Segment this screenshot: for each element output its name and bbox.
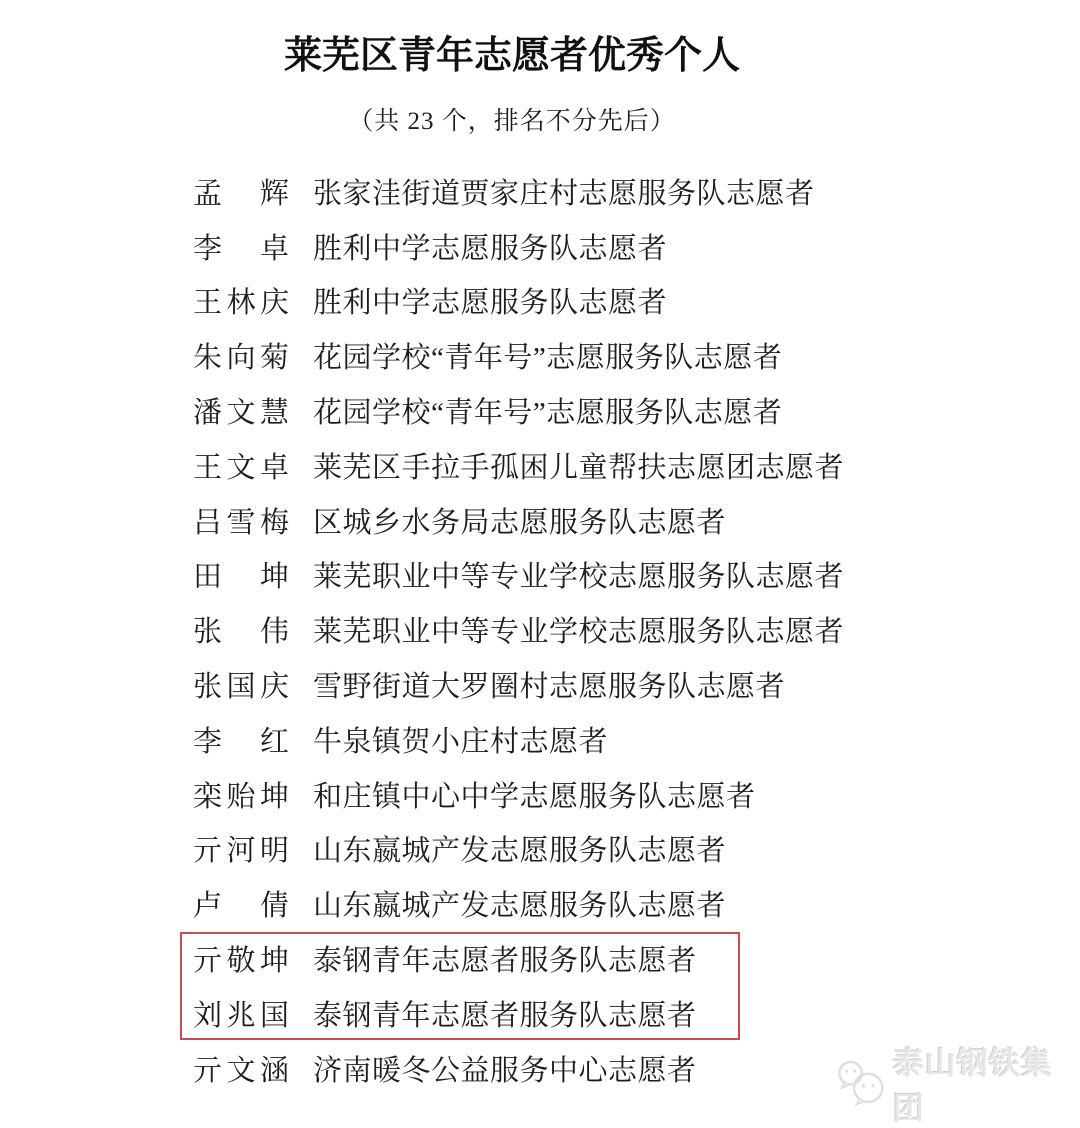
list-item — [193, 767, 893, 822]
list-item — [193, 383, 893, 438]
volunteer-affiliation: 莱芜职业中等专业学校志愿服务队志愿者 — [313, 561, 845, 594]
volunteer-name: 王文卓 — [193, 451, 289, 484]
volunteer-affiliation: 张家洼街道贾家庄村志愿服务队志愿者 — [313, 177, 815, 210]
list-item — [193, 548, 893, 603]
volunteer-name: 刘兆国 — [193, 999, 289, 1032]
list-item — [193, 219, 893, 274]
list-item — [193, 712, 893, 767]
list-item — [193, 1041, 893, 1096]
list-item — [193, 986, 893, 1041]
volunteer-affiliation: 花园学校“青年号”志愿服务队志愿者 — [313, 397, 783, 430]
volunteer-affiliation: 济南暖冬公益服务中心志愿者 — [313, 1054, 697, 1087]
volunteer-name: 栾贻坤 — [193, 780, 289, 813]
volunteer-name: 李红 — [193, 725, 289, 758]
volunteer-name: 亓文涵 — [193, 1054, 289, 1087]
list-item — [193, 438, 893, 493]
volunteer-name: 朱向菊 — [193, 342, 289, 375]
volunteer-affiliation: 胜利中学志愿服务队志愿者 — [313, 232, 668, 265]
list-item — [193, 931, 893, 986]
page-title: 莱芜区青年志愿者优秀个人 — [283, 35, 740, 77]
page-subtitle: （共 23 个，排名不分先后） — [348, 108, 676, 135]
list-item — [193, 602, 893, 657]
volunteer-affiliation: 莱芜区手拉手孤困儿童帮扶志愿团志愿者 — [313, 451, 845, 484]
volunteer-name: 田坤 — [193, 561, 289, 594]
volunteer-affiliation: 和庄镇中心中学志愿服务队志愿者 — [313, 780, 756, 813]
volunteer-name: 王林庆 — [193, 287, 289, 320]
volunteer-name: 李卓 — [193, 232, 289, 265]
list-item — [193, 657, 893, 712]
list-item — [193, 274, 893, 329]
list-item — [193, 164, 893, 219]
volunteer-name: 张伟 — [193, 616, 289, 649]
volunteer-affiliation: 泰钢青年志愿者服务队志愿者 — [313, 999, 697, 1032]
volunteer-affiliation: 山东嬴城产发志愿服务队志愿者 — [313, 835, 727, 868]
volunteer-affiliation: 区城乡水务局志愿服务队志愿者 — [313, 506, 727, 539]
volunteer-affiliation: 莱芜职业中等专业学校志愿服务队志愿者 — [313, 616, 845, 649]
volunteer-affiliation: 山东嬴城产发志愿服务队志愿者 — [313, 890, 727, 923]
volunteer-name: 亓河明 — [193, 835, 289, 868]
volunteer-name: 潘文慧 — [193, 397, 289, 430]
list-item — [193, 328, 893, 383]
volunteer-affiliation: 雪野街道大罗圈村志愿服务队志愿者 — [313, 671, 786, 704]
volunteer-name: 亓敬坤 — [193, 945, 289, 978]
list-item — [193, 493, 893, 548]
volunteer-affiliation: 胜利中学志愿服务队志愿者 — [313, 287, 668, 320]
volunteer-affiliation: 花园学校“青年号”志愿服务队志愿者 — [313, 342, 783, 375]
watermark — [836, 1038, 1080, 1128]
list-item — [193, 876, 893, 931]
volunteer-name: 卢倩 — [193, 890, 289, 923]
volunteer-name: 张国庆 — [193, 671, 289, 704]
volunteer-name: 孟辉 — [193, 177, 289, 210]
volunteer-list — [193, 164, 893, 1096]
volunteer-affiliation: 泰钢青年志愿者服务队志愿者 — [313, 945, 697, 978]
watermark-label: 泰山钢铁集团 — [892, 1046, 1053, 1126]
wechat-icon — [836, 1058, 887, 1108]
volunteer-name: 吕雪梅 — [193, 506, 289, 539]
volunteer-affiliation: 牛泉镇贺小庄村志愿者 — [313, 725, 609, 758]
list-item — [193, 822, 893, 877]
